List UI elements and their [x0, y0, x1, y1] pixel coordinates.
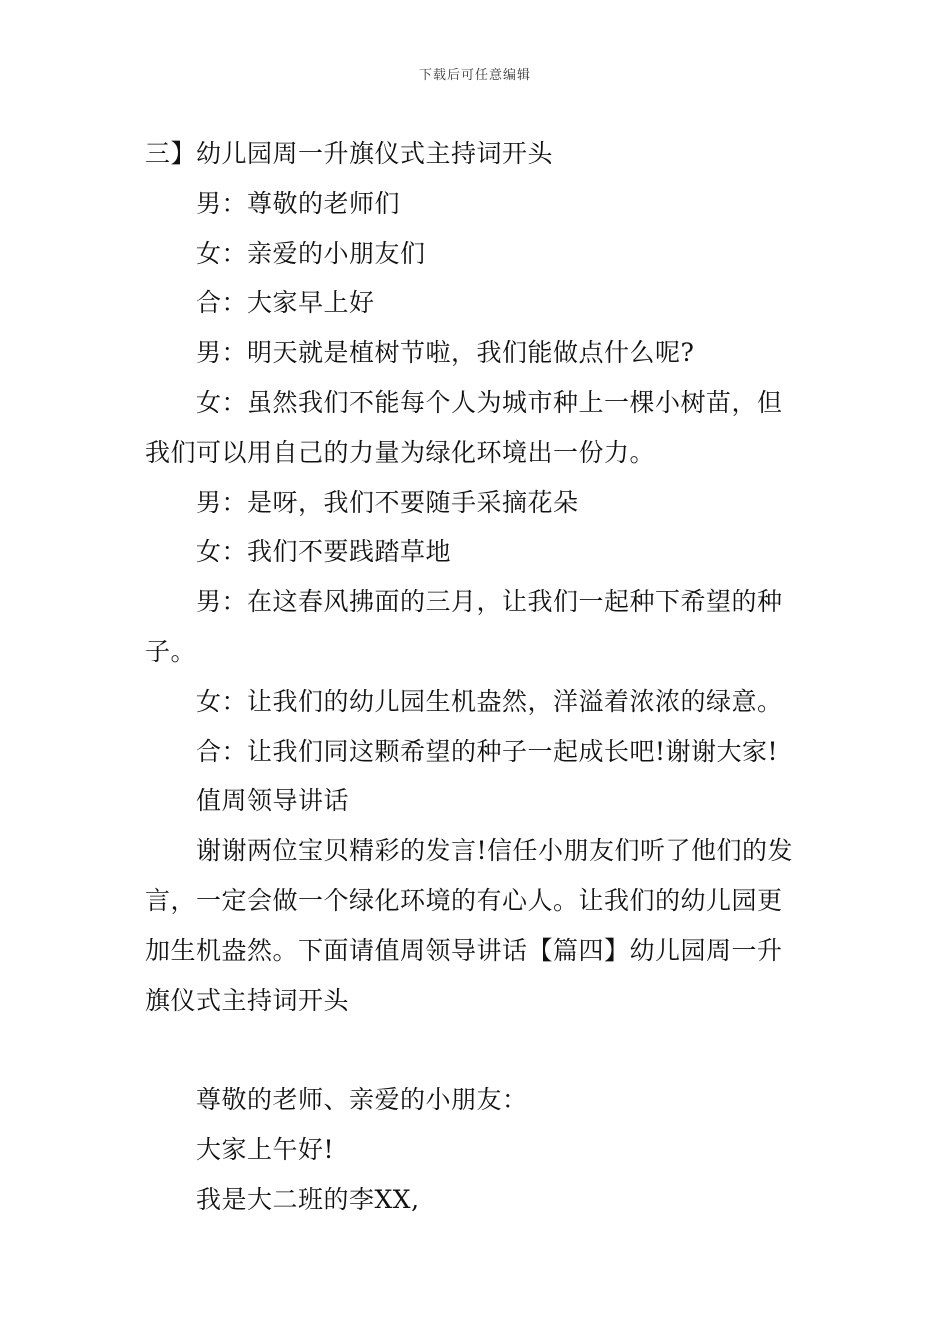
paragraph-line: 值周领导讲话: [196, 786, 350, 816]
paragraph-line: 我是大二班的李XX,: [196, 1184, 420, 1214]
paragraph-line: 女：亲爱的小朋友们: [196, 238, 426, 268]
paragraph-line: 男：是呀，我们不要随手采摘花朵: [196, 487, 579, 517]
paragraph-line: 女：虽然我们不能每个人为城市种上一棵小树苗，但: [196, 387, 783, 417]
paragraph-line: 女：让我们的幼儿园生机盎然，洋溢着浓浓的绿意。: [196, 686, 783, 716]
paragraph-line: 合：让我们同这颗希望的种子一起成长吧!谢谢大家!: [196, 736, 779, 766]
paragraph-line: 尊敬的老师、亲爱的小朋友：: [196, 1085, 528, 1115]
blank-line: [145, 1025, 810, 1075]
paragraph-line: 我们可以用自己的力量为绿化环境出一份力。: [145, 437, 656, 467]
paragraph-line: 男：明天就是植树节啦，我们能做点什么呢?: [196, 338, 695, 368]
paragraph-line: 男：尊敬的老师们: [196, 188, 401, 218]
document-body: [145, 129, 810, 1225]
paragraph-line: 合：大家早上好: [196, 288, 375, 318]
paragraph-line: 子。: [145, 636, 197, 666]
paragraph-line: 女：我们不要践踏草地: [196, 537, 452, 567]
paragraph-line: 大家上午好!: [196, 1134, 335, 1164]
paragraph-line: 旗仪式主持词开头: [145, 985, 350, 1015]
paragraph-line: 加生机盎然。下面请值周领导讲话【篇四】幼儿园周一升: [145, 935, 783, 965]
page-header-note: 下载后可任意编辑: [418, 68, 531, 83]
paragraph-line: 三】幼儿园周一升旗仪式主持词开头: [145, 139, 554, 168]
paragraph-line: 谢谢两位宝贝精彩的发言!信任小朋友们听了他们的发: [196, 836, 794, 866]
paragraph-line: 男：在这春风拂面的三月，让我们一起种下希望的种: [196, 587, 783, 617]
paragraph-line: 言，一定会做一个绿化环境的有心人。让我们的幼儿园更: [145, 885, 783, 915]
